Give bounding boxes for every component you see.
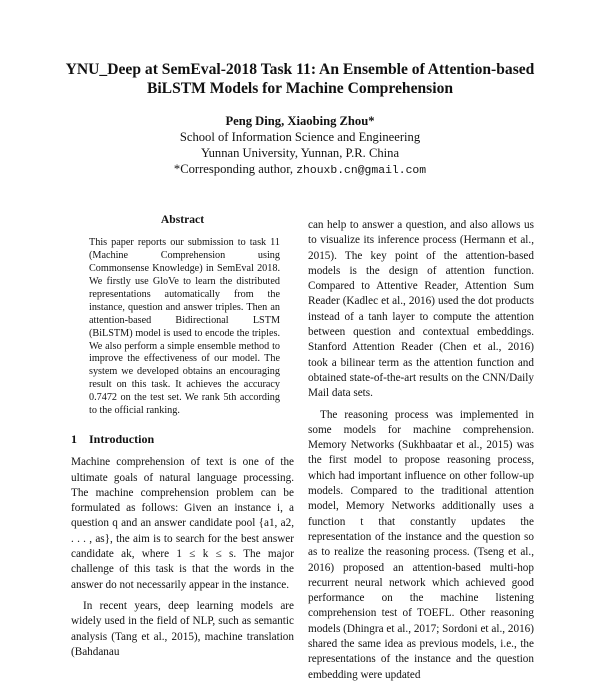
section-number: 1 bbox=[71, 431, 77, 446]
paper-title bbox=[40, 60, 560, 98]
paper-title-line-1: YNU_Deep at SemEval-2018 Task 11: An Ensemble of Attention-based bbox=[65, 61, 535, 78]
left-column bbox=[71, 210, 294, 660]
author-names: Peng Ding, Xiaobing Zhou* bbox=[225, 114, 375, 128]
paper-title-line-2: BiLSTM Models for Machine Comprehension bbox=[146, 80, 454, 97]
intro-paragraph-2: In recent years, deep learning models are widely used in the field of NLP, such as semantic analysis (Tang et al., 2015), machine translation (Bahdanau bbox=[71, 599, 294, 658]
right-paragraph-1: can help to answer a question, and also allows us to visualize its inference process (Hermann et al., 2015). The key point of the attention-based models is the design of attention function. Compared to Attentive Reader, Attention Sum Reader (Kadlec et al., 2016) used the dot products instead of a tanh layer to compute the attention between question and contextual embeddings. Stanford Attention Reader (Chen et al., 2016) took a bilinear term as the attention function and obtained state-of-the-art results on the CNN/Daily Mail data sets. bbox=[308, 219, 534, 400]
affiliation-line-1: School of Information Science and Engineering bbox=[179, 130, 421, 144]
email-address: zhouxb.cn@gmail.com bbox=[296, 165, 427, 177]
corresponding-author bbox=[100, 161, 500, 179]
affiliation-line-2: Yunnan University, Yunnan, P.R. China bbox=[200, 146, 400, 160]
abstract-heading: Abstract bbox=[160, 213, 205, 226]
author-block bbox=[100, 113, 500, 179]
section-title: Introduction bbox=[89, 431, 155, 446]
intro-paragraph-1: Machine comprehension of text is one of the ultimate goals of natural language processing. The machine comprehension problem can be formulated as follows: Given an instance i, a question q and an answer candidate pool {a1, a2, . . . , as}, the aim is to search for the best answer candidate ak, where 1 ≤ k ≤ s. The major challenge of this task is that the words in the answer do not necessarily appear in the instance. bbox=[71, 456, 294, 591]
right-column bbox=[308, 218, 534, 683]
right-paragraph-2: The reasoning process was implemented in some models for machine comprehension. Memory Networks (Sukhbaatar et al., 2015) was the first model to propose reasoning process, which had important influence on other follow-up models. Compared to the traditional attention model, Memory Networks additionally uses a function t that constantly updates the representation of the instance and the question so as to realize the reasoning process. (Tseng et al., 2016) proposed an attention-based multi-hop recurrent neural network which achieved good performance on the machine listening comprehension test of TOEFL. Other reasoning models (Dhingra et al., 2017; Sordoni et al., 2016) shared the same idea as previous models, i.e., the representations of the instance and the question embedding were updated bbox=[308, 408, 534, 681]
corresponding-label: *Corresponding author, bbox=[173, 162, 297, 176]
abstract-text: This paper reports our submission to task 11 (Machine Comprehension using Commonsense Knowledge) in SemEval 2018. We firstly use GloVe to learn the distributed representations automatically from the instance, question and answer triples. Then an attention-based Bidirectional LSTM (BiLSTM) model is used to encode the triples. We also perform a simple ensemble method to improve the effectiveness of our model. The system we developed obtains an encouraging result on this task. It achieves the accuracy 0.7472 on the test set. We rank 5th according to the official ranking. bbox=[89, 237, 280, 417]
section-heading-introduction bbox=[71, 432, 294, 447]
